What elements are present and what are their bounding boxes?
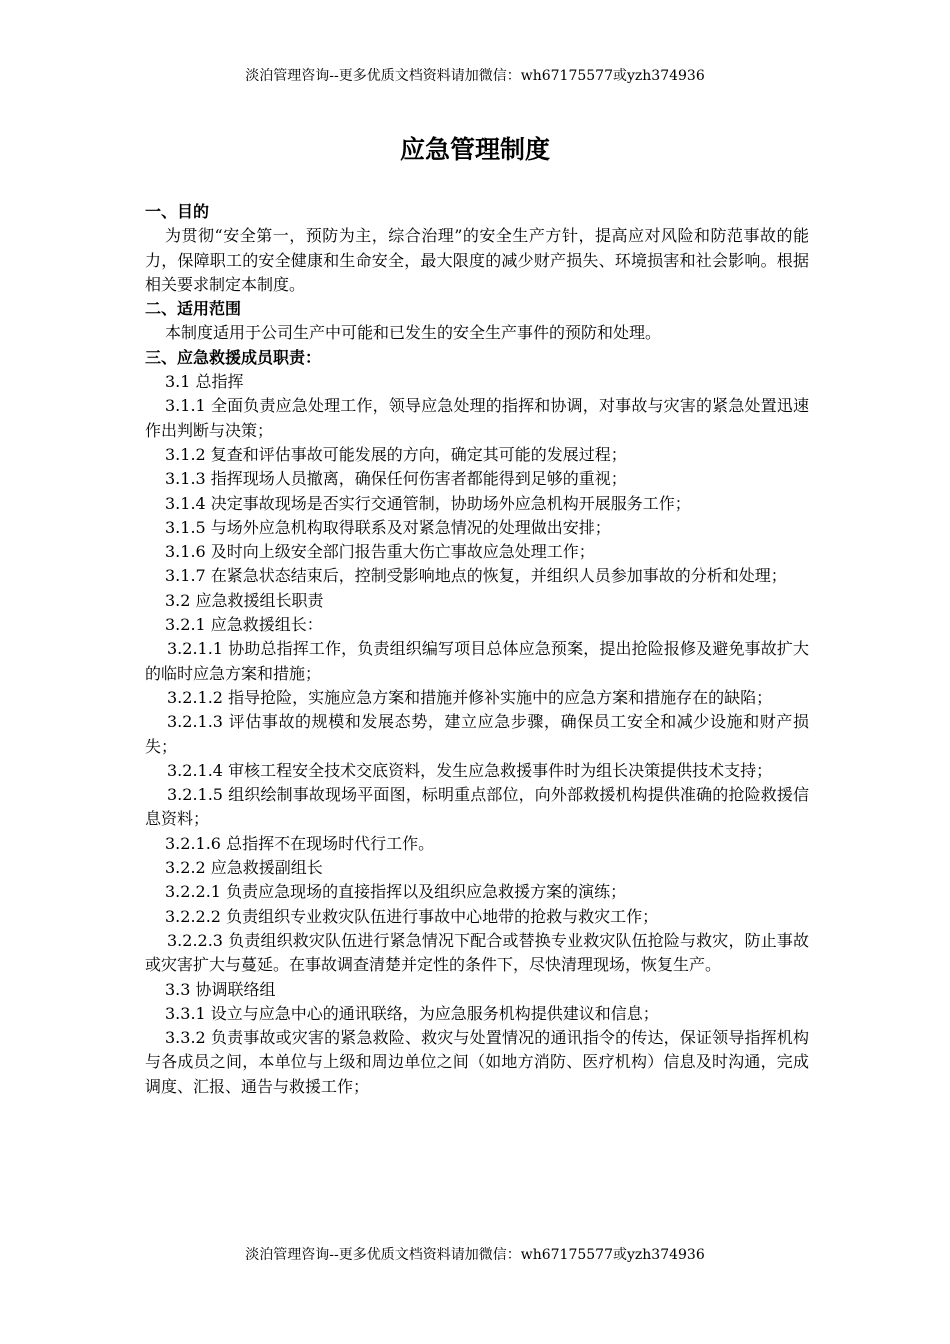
paragraph: 3.3.1 设立与应急中心的通讯联络，为应急服务机构提供建议和信息；: [165, 1003, 659, 1023]
paragraph: 3.1.3 指挥现场人员撤离，确保任何伤害者都能得到足够的重视；: [165, 469, 627, 489]
document-body: [145, 200, 809, 1099]
paragraph: 3.1.6 及时向上级安全部门报告重大伤亡事故应急处理工作；: [165, 542, 595, 562]
subheading: 3.1 总指挥: [165, 372, 244, 392]
subheading: 3.2.1 应急救援组长：: [165, 615, 323, 635]
paragraph: 3.2.1.2 指导抢险，实施应急方案和措施并修补实施中的应急方案和措施存在的缺陷；: [167, 687, 773, 707]
paragraph: 3.2.1.6 总指挥不在现场时代行工作。: [165, 833, 435, 853]
paragraph: 3.2.2.1 负责应急现场的直接指挥以及组织应急救援方案的演练；: [165, 882, 627, 902]
paragraph: 本制度适用于公司生产中可能和已发生的安全生产事件的预防和处理。: [165, 323, 662, 343]
paragraph: 3.2.1.5 组织绘制事故现场平面图，标明重点部位，向外部救援机构提供准确的抢险救援信息资料；: [145, 785, 809, 829]
paragraph: 为贯彻“安全第一，预防为主，综合治理”的安全生产方针，提高应对风险和防范事故的能力，保障职工的安全健康和生命安全，最大限度的减少财产损失、环境损害和社会影响。根据相关要求制定本制度。: [145, 226, 809, 294]
paragraph: 3.2.1.4 审核工程安全技术交底资料，发生应急救援事件时为组长决策提供技术支持；: [167, 760, 773, 780]
subheading: 3.2 应急救援组长职责: [165, 590, 324, 610]
paragraph: 3.2.1.1 协助总指挥工作，负责组织编写项目总体应急预案，提出抢险报修及避免事故扩大的临时应急方案和措施；: [145, 639, 809, 683]
paragraph: 3.1.1 全面负责应急处理工作，领导应急处理的指挥和协调，对事故与灾害的紧急处置迅速作出判断与决策；: [145, 396, 809, 440]
paragraph: 3.1.5 与场外应急机构取得联系及对紧急情况的处理做出安排；: [165, 517, 611, 537]
section-heading-duties: 三、应急救援成员职责：: [145, 347, 322, 367]
subheading: 3.2.2 应急救援副组长: [165, 858, 323, 878]
paragraph: 3.2.1.3 评估事故的规模和发展态势，建立应急步骤，确保员工安全和减少设施和财产损失；: [145, 712, 809, 756]
page-header: 淡泊管理咨询--更多优质文档资料请加微信：wh67175577或yzh374936: [245, 68, 705, 84]
paragraph: 3.2.2.3 负责组织救灾队伍进行紧急情况下配合或替换专业救灾队伍抢险与救灾，防止事故或灾害扩大与蔓延。在事故调查清楚并定性的条件下，尽快清理现场，恢复生产。: [145, 930, 809, 975]
paragraph: 3.1.2 复查和评估事故可能发展的方向，确定其可能的发展过程；: [165, 444, 627, 464]
paragraph: 3.1.4 决定事故现场是否实行交通管制，协助场外应急机构开展服务工作；: [165, 493, 691, 513]
paragraph: 3.2.2.2 负责组织专业救灾队伍进行事故中心地带的抢救与救灾工作；: [165, 906, 659, 926]
page-title: 应急管理制度: [399, 135, 550, 164]
subheading: 3.3 协调联络组: [165, 979, 276, 999]
section-heading-scope: 二、适用范围: [145, 299, 242, 319]
section-heading-purpose: 一、目的: [145, 202, 210, 221]
page-footer: 淡泊管理咨询--更多优质文档资料请加微信：wh67175577或yzh374936: [245, 1247, 705, 1263]
paragraph: 3.1.7 在紧急状态结束后，控制受影响地点的恢复，并组织人员参加事故的分析和处理；: [165, 566, 787, 586]
paragraph: 3.3.2 负责事故或灾害的紧急救险、救灾与处置情况的通讯指令的传达，保证领导指挥机构与各成员之间，本单位与上级和周边单位之间（如地方消防、医疗机构）信息及时沟通，完成调度、汇报、通告与救援工作；: [145, 1028, 809, 1096]
